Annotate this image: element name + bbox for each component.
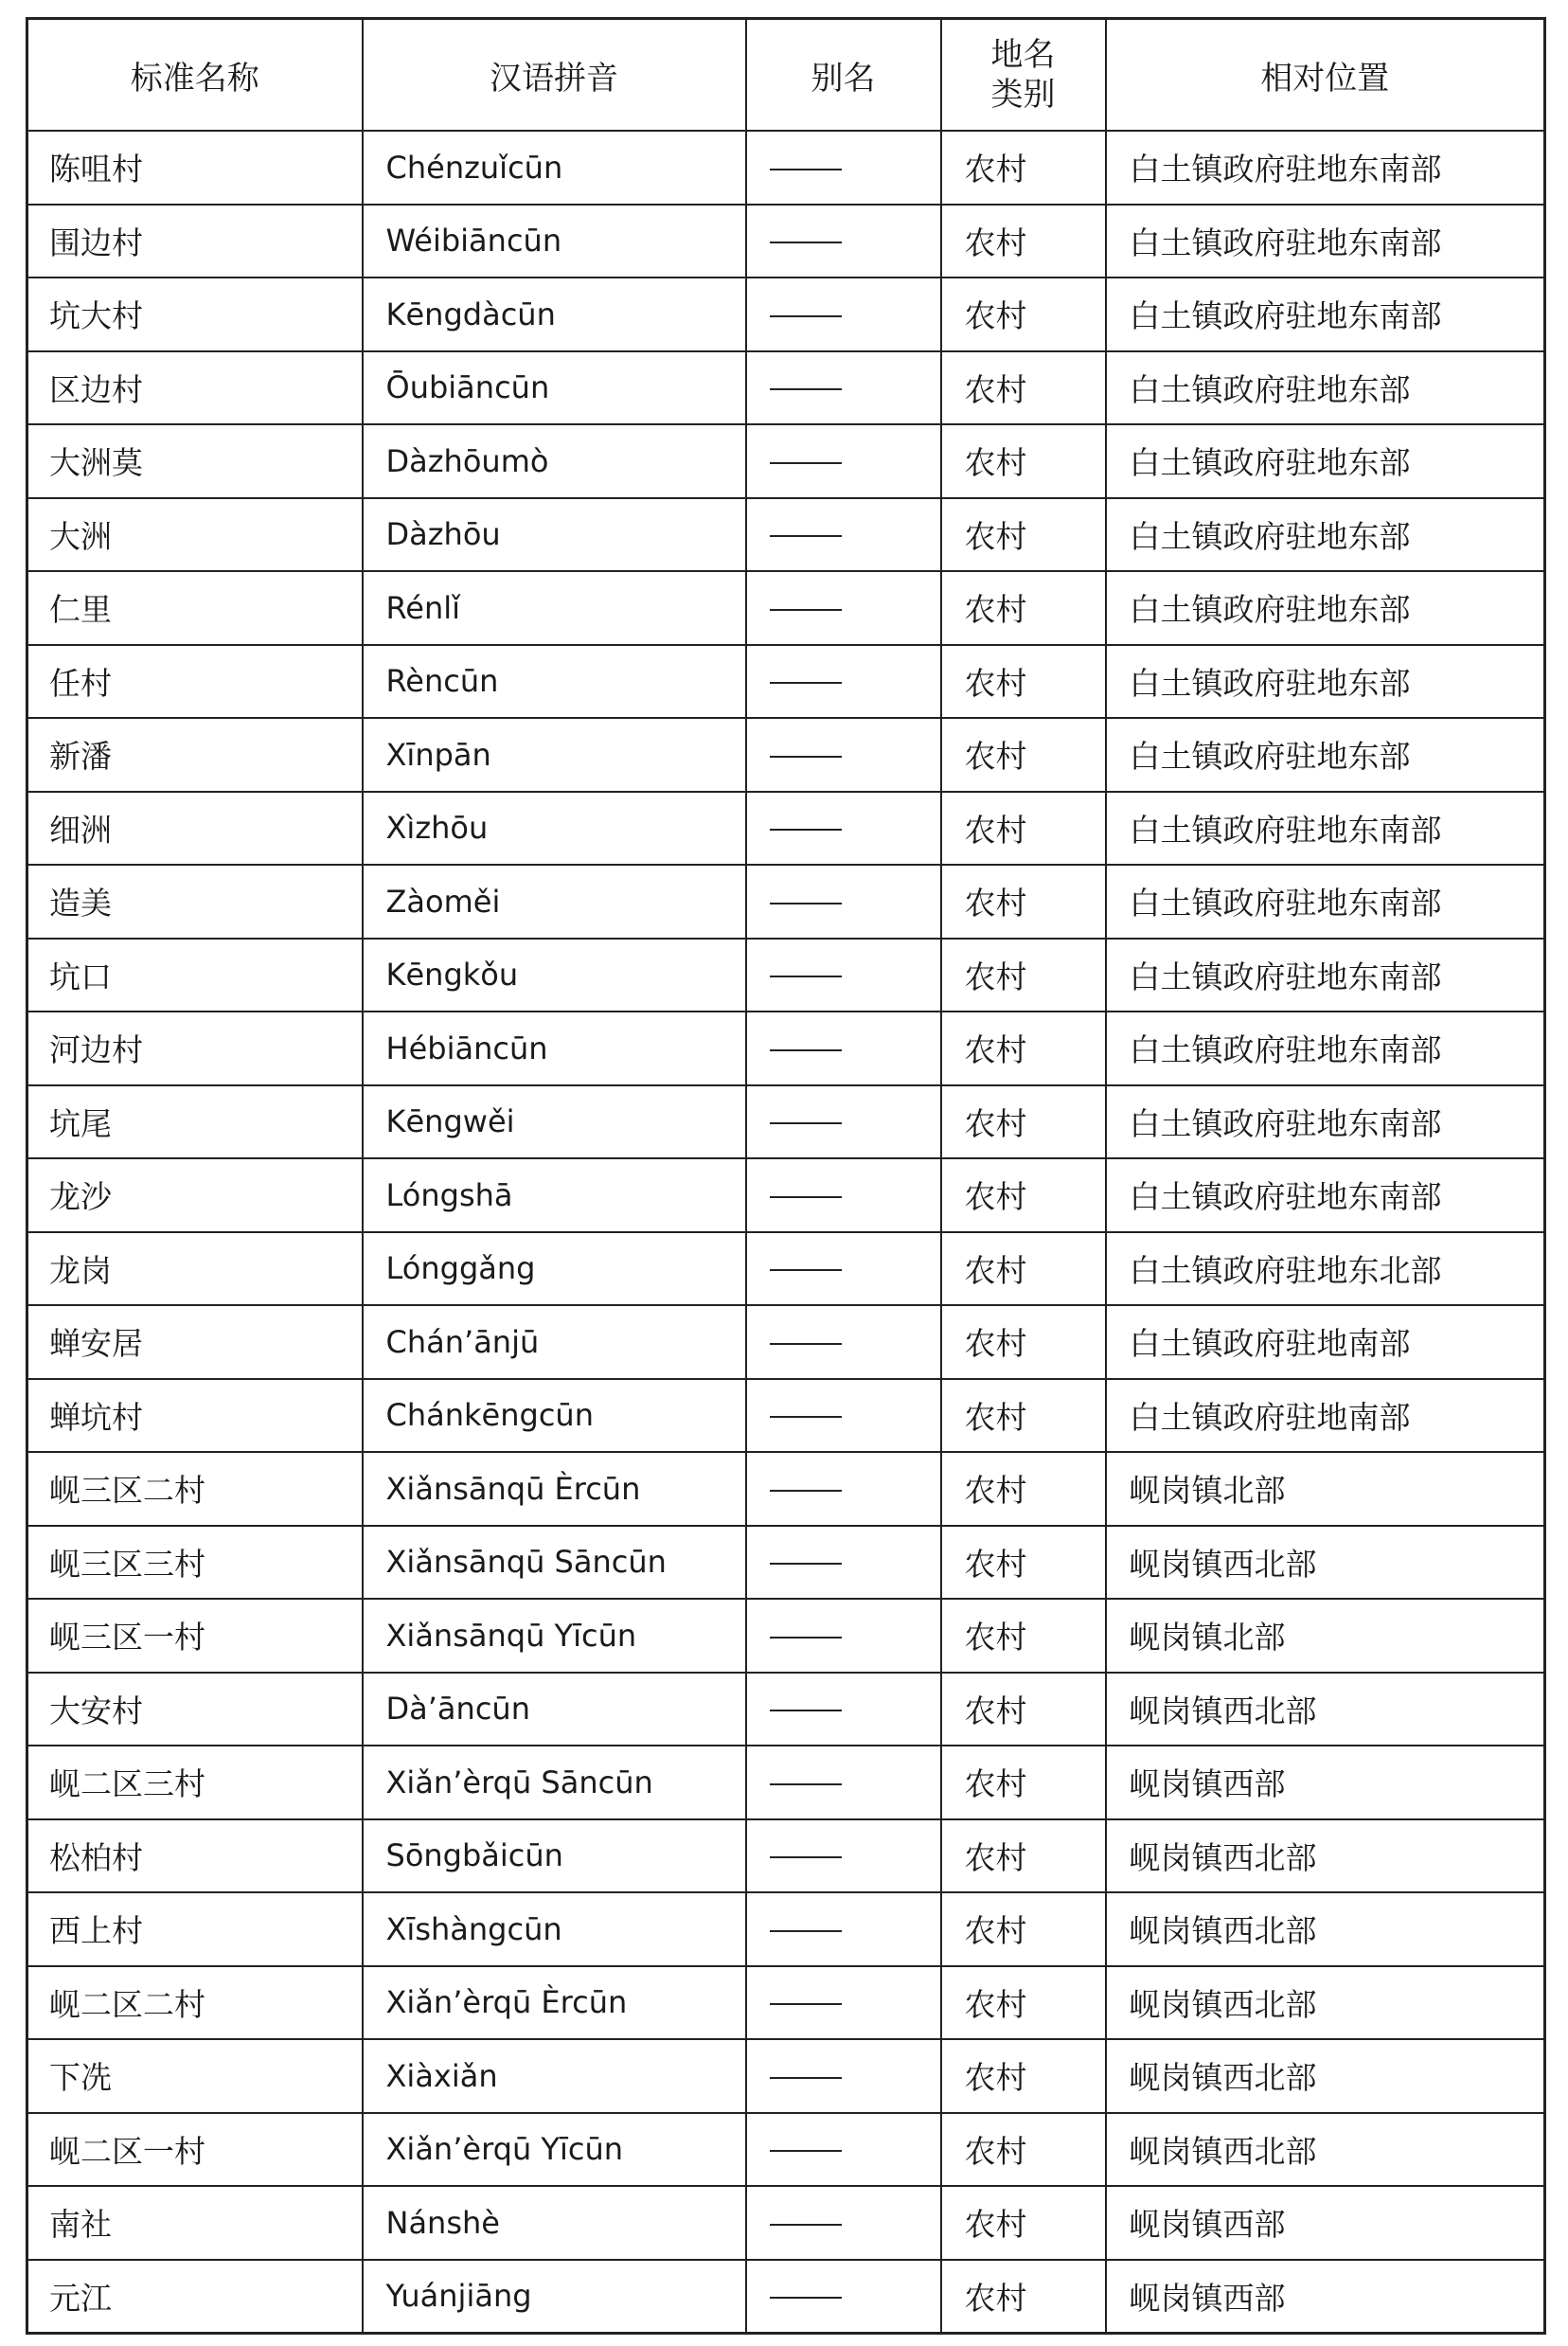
cell-alias [746,1379,941,1453]
cell-pinyin: Dàzhōu [363,498,746,572]
cell-alias [746,498,941,572]
cell-relative-location: 岘岗镇西部 [1106,2260,1545,2334]
cell-place-type: 农村 [941,865,1106,939]
cell-alias [746,131,941,205]
cell-place-type: 农村 [941,2260,1106,2334]
cell-alias [746,2260,941,2334]
alias-dash [770,609,842,611]
cell-standard-name: 岘二区一村 [27,2113,363,2187]
alias-dash [770,535,842,537]
cell-place-type: 农村 [941,351,1106,425]
header-standard-name: 标准名称 [27,19,363,132]
cell-relative-location: 白土镇政府驻地东南部 [1106,1085,1545,1159]
table-row [27,792,1545,866]
cell-standard-name: 岘二区二村 [27,1966,363,2040]
alias-dash [770,1930,842,1932]
cell-place-type: 农村 [941,1379,1106,1453]
header-alias: 别名 [746,19,941,132]
cell-standard-name: 坑大村 [27,278,363,351]
cell-relative-location: 白土镇政府驻地东南部 [1106,1012,1545,1085]
cell-place-type: 农村 [941,2039,1106,2113]
cell-pinyin: Dàzhōumò [363,424,746,498]
cell-pinyin: Xiǎnsānqū Yīcūn [363,1599,746,1673]
alias-dash [770,462,842,464]
cell-relative-location: 白土镇政府驻地南部 [1106,1379,1545,1453]
cell-standard-name: 龙岗 [27,1232,363,1306]
table-row [27,131,1545,205]
cell-alias [746,1746,941,1819]
cell-place-type: 农村 [941,1158,1106,1232]
cell-pinyin: Lónggǎng [363,1232,746,1306]
cell-relative-location: 白土镇政府驻地东部 [1106,645,1545,719]
cell-pinyin: Xiǎn’èrqū Èrcūn [363,1966,746,2040]
alias-dash [770,1416,842,1418]
alias-dash [770,976,842,977]
cell-relative-location: 岘岗镇西北部 [1106,2113,1545,2187]
cell-standard-name: 元江 [27,2260,363,2334]
cell-place-type: 农村 [941,792,1106,866]
cell-relative-location: 白土镇政府驻地东部 [1106,498,1545,572]
cell-place-type: 农村 [941,1819,1106,1893]
table-row [27,1452,1545,1526]
cell-pinyin: Rénlǐ [363,571,746,645]
alias-dash [770,829,842,831]
table-row [27,1673,1545,1746]
cell-pinyin: Xiǎn’èrqū Yīcūn [363,2113,746,2187]
cell-place-type: 农村 [941,2186,1106,2260]
header-place-type [941,19,1106,132]
cell-standard-name: 区边村 [27,351,363,425]
table-row [27,2186,1545,2260]
alias-dash [770,2297,842,2299]
table-row [27,1085,1545,1159]
cell-alias [746,1085,941,1159]
table-row [27,571,1545,645]
cell-place-type: 农村 [941,1085,1106,1159]
table-row [27,1892,1545,1966]
cell-pinyin: Kēngwěi [363,1085,746,1159]
cell-alias [746,2113,941,2187]
cell-alias [746,718,941,792]
cell-standard-name: 陈咀村 [27,131,363,205]
cell-place-type: 农村 [941,939,1106,1012]
cell-alias [746,1452,941,1526]
cell-pinyin: Kēngdàcūn [363,278,746,351]
cell-pinyin: Kēngkǒu [363,939,746,1012]
table-row [27,2260,1545,2334]
cell-standard-name: 细洲 [27,792,363,866]
table-row [27,1526,1545,1600]
cell-alias [746,645,941,719]
cell-standard-name: 龙沙 [27,1158,363,1232]
cell-pinyin: Rèncūn [363,645,746,719]
cell-relative-location: 岘岗镇西北部 [1106,1526,1545,1600]
cell-alias [746,1892,941,1966]
cell-alias [746,792,941,866]
cell-relative-location: 岘岗镇西部 [1106,2186,1545,2260]
cell-pinyin: Lóngshā [363,1158,746,1232]
cell-alias [746,571,941,645]
cell-relative-location: 岘岗镇西北部 [1106,1819,1545,1893]
header-pinyin: 汉语拼音 [363,19,746,132]
cell-pinyin: Chánkēngcūn [363,1379,746,1453]
cell-pinyin: Xīnpān [363,718,746,792]
cell-place-type: 农村 [941,1673,1106,1746]
cell-pinyin: Yuánjiāng [363,2260,746,2334]
table-header [27,19,1545,132]
header-relative-location: 相对位置 [1106,19,1545,132]
cell-standard-name: 蝉坑村 [27,1379,363,1453]
alias-dash [770,315,842,317]
table-row [27,1305,1545,1379]
cell-standard-name: 围边村 [27,205,363,278]
cell-standard-name: 仁里 [27,571,363,645]
table-row [27,1232,1545,1306]
header-place-type-line2: 类别 [990,76,1056,114]
cell-relative-location: 白土镇政府驻地东南部 [1106,792,1545,866]
cell-pinyin: Xiàxiǎn [363,2039,746,2113]
cell-relative-location: 白土镇政府驻地东部 [1106,571,1545,645]
cell-relative-location: 岘岗镇西北部 [1106,1966,1545,2040]
cell-relative-location: 白土镇政府驻地东南部 [1106,1158,1545,1232]
table-row [27,1966,1545,2040]
cell-alias [746,278,941,351]
cell-pinyin: Nánshè [363,2186,746,2260]
cell-standard-name: 造美 [27,865,363,939]
cell-alias [746,351,941,425]
cell-place-type: 农村 [941,1305,1106,1379]
cell-alias [746,865,941,939]
cell-standard-name: 西上村 [27,1892,363,1966]
table-row [27,2113,1545,2187]
cell-place-type: 农村 [941,1892,1106,1966]
cell-place-type: 农村 [941,1966,1106,2040]
alias-dash [770,1710,842,1711]
cell-place-type: 农村 [941,1452,1106,1526]
alias-dash [770,1490,842,1492]
cell-relative-location: 白土镇政府驻地南部 [1106,1305,1545,1379]
cell-relative-location: 白土镇政府驻地东南部 [1106,939,1545,1012]
cell-relative-location: 白土镇政府驻地东南部 [1106,865,1545,939]
table-row [27,718,1545,792]
header-place-type-line1: 地名 [990,36,1056,74]
cell-relative-location: 白土镇政府驻地东部 [1106,718,1545,792]
cell-standard-name: 任村 [27,645,363,719]
cell-pinyin: Sōngbǎicūn [363,1819,746,1893]
cell-place-type: 农村 [941,571,1106,645]
cell-place-type: 农村 [941,1599,1106,1673]
cell-relative-location: 白土镇政府驻地东南部 [1106,131,1545,205]
cell-place-type: 农村 [941,2113,1106,2187]
cell-pinyin: Xīshàngcūn [363,1892,746,1966]
cell-alias [746,1819,941,1893]
cell-alias [746,424,941,498]
cell-standard-name: 南社 [27,2186,363,2260]
cell-alias [746,1158,941,1232]
cell-pinyin: Chán’ānjū [363,1305,746,1379]
cell-standard-name: 新潘 [27,718,363,792]
header-row [27,19,1545,132]
table-row [27,351,1545,425]
cell-pinyin: Chénzuǐcūn [363,131,746,205]
cell-pinyin: Hébiāncūn [363,1012,746,1085]
alias-dash [770,1049,842,1051]
cell-relative-location: 岘岗镇西部 [1106,1746,1545,1819]
alias-dash [770,1856,842,1858]
cell-standard-name: 岘二区三村 [27,1746,363,1819]
cell-standard-name: 大洲 [27,498,363,572]
cell-standard-name: 河边村 [27,1012,363,1085]
alias-dash [770,1269,842,1271]
cell-pinyin: Wéibiāncūn [363,205,746,278]
alias-dash [770,1783,842,1785]
cell-relative-location: 白土镇政府驻地东南部 [1106,205,1545,278]
place-name-table [26,17,1546,2335]
cell-place-type: 农村 [941,1526,1106,1600]
cell-place-type: 农村 [941,645,1106,719]
cell-pinyin: Dà’āncūn [363,1673,746,1746]
cell-relative-location: 白土镇政府驻地东南部 [1106,278,1545,351]
table-row [27,1158,1545,1232]
cell-alias [746,1305,941,1379]
cell-place-type: 农村 [941,1232,1106,1306]
alias-dash [770,2150,842,2152]
alias-dash [770,1343,842,1345]
cell-pinyin: Xìzhōu [363,792,746,866]
table-row [27,939,1545,1012]
table-row [27,1599,1545,1673]
cell-relative-location: 岘岗镇西北部 [1106,1892,1545,1966]
alias-dash [770,1196,842,1198]
cell-pinyin: Ōubiāncūn [363,351,746,425]
alias-dash [770,2077,842,2079]
cell-place-type: 农村 [941,278,1106,351]
cell-standard-name: 坑口 [27,939,363,1012]
table-row [27,278,1545,351]
cell-standard-name: 岘三区三村 [27,1526,363,1600]
cell-alias [746,1012,941,1085]
cell-place-type: 农村 [941,131,1106,205]
cell-alias [746,1526,941,1600]
alias-dash [770,756,842,758]
cell-standard-name: 岘三区二村 [27,1452,363,1526]
cell-alias [746,2039,941,2113]
cell-standard-name: 松柏村 [27,1819,363,1893]
cell-pinyin: Xiǎn’èrqū Sāncūn [363,1746,746,1819]
table-row [27,1379,1545,1453]
cell-pinyin: Zàoměi [363,865,746,939]
table-row [27,865,1545,939]
cell-standard-name: 坑尾 [27,1085,363,1159]
table-row [27,2039,1545,2113]
alias-dash [770,2224,842,2226]
cell-standard-name: 蝉安居 [27,1305,363,1379]
table-row [27,424,1545,498]
table-row [27,645,1545,719]
alias-dash [770,242,842,243]
cell-alias [746,939,941,1012]
cell-place-type: 农村 [941,205,1106,278]
alias-dash [770,1563,842,1565]
cell-relative-location: 岘岗镇西北部 [1106,2039,1545,2113]
table-row [27,498,1545,572]
cell-place-type: 农村 [941,498,1106,572]
cell-pinyin: Xiǎnsānqū Èrcūn [363,1452,746,1526]
cell-relative-location: 白土镇政府驻地东部 [1106,424,1545,498]
cell-standard-name: 大安村 [27,1673,363,1746]
cell-relative-location: 岘岗镇北部 [1106,1452,1545,1526]
table-row [27,1012,1545,1085]
cell-place-type: 农村 [941,1012,1106,1085]
cell-pinyin: Xiǎnsānqū Sāncūn [363,1526,746,1600]
cell-standard-name: 岘三区一村 [27,1599,363,1673]
cell-alias [746,1966,941,2040]
cell-alias [746,205,941,278]
alias-dash [770,2003,842,2005]
cell-relative-location: 岘岗镇西北部 [1106,1673,1545,1746]
cell-alias [746,1599,941,1673]
alias-dash [770,903,842,904]
cell-relative-location: 岘岗镇北部 [1106,1599,1545,1673]
cell-relative-location: 白土镇政府驻地东北部 [1106,1232,1545,1306]
table-row [27,205,1545,278]
alias-dash [770,1122,842,1124]
cell-place-type: 农村 [941,718,1106,792]
cell-alias [746,1673,941,1746]
cell-standard-name: 大洲莫 [27,424,363,498]
cell-standard-name: 下冼 [27,2039,363,2113]
alias-dash [770,169,842,170]
cell-place-type: 农村 [941,1746,1106,1819]
cell-alias [746,1232,941,1306]
cell-place-type: 农村 [941,424,1106,498]
alias-dash [770,682,842,684]
cell-relative-location: 白土镇政府驻地东部 [1106,351,1545,425]
table-row [27,1819,1545,1893]
cell-alias [746,2186,941,2260]
table-row [27,1746,1545,1819]
alias-dash [770,1637,842,1639]
table-body [27,131,1545,2334]
alias-dash [770,388,842,390]
